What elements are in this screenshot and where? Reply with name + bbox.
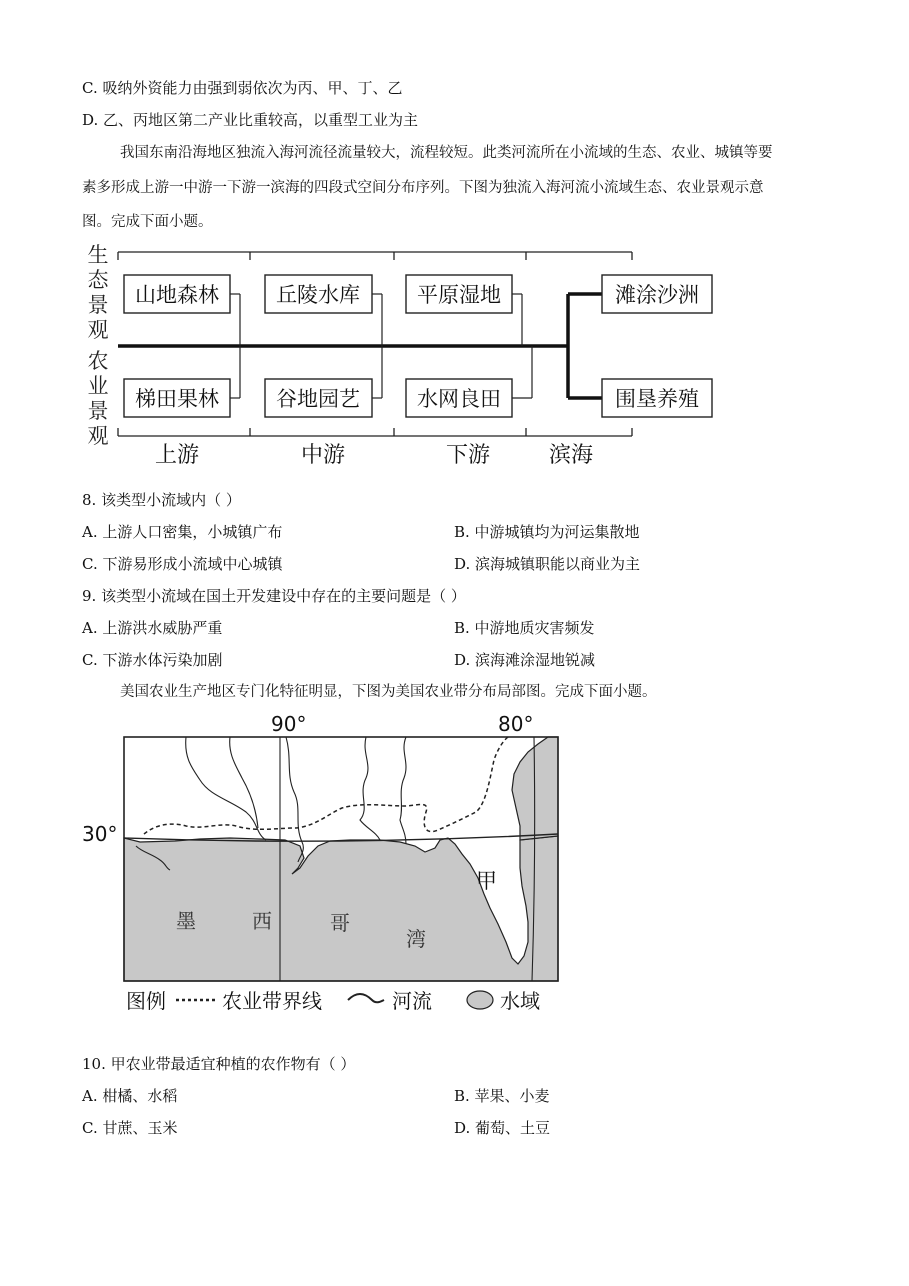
option-c: C. 吸纳外资能力由强到弱依次为丙、甲、丁、乙 xyxy=(82,79,403,97)
question-10-option-c: C. 甘蔗、玉米 xyxy=(82,1119,178,1137)
legend-water-label: 水域 xyxy=(500,989,540,1013)
question-9-option-a: A. 上游洪水威胁严重 xyxy=(82,619,223,637)
passage-1-line-3: 图。完成下面小题。 xyxy=(82,214,213,230)
segment-midstream: 中游 xyxy=(300,443,346,468)
question-9-stem: 9. 该类型小流域在国土开发建设中存在的主要问题是（ ） xyxy=(82,587,466,605)
gulf-label-char: 墨 xyxy=(176,909,196,933)
question-9-option-c: C. 下游水体污染加剧 xyxy=(82,651,223,669)
box-tidal-flat: 滩涂沙洲 xyxy=(615,283,699,307)
eco-label-char: 景 xyxy=(87,293,109,317)
eco-label-char: 观 xyxy=(87,318,109,342)
latitude-30-label: 30° xyxy=(82,822,118,846)
box-water-farmland: 水网良田 xyxy=(417,387,501,411)
box-reclamation-aquaculture: 围垦养殖 xyxy=(615,387,699,411)
question-10-stem: 10. 甲农业带最适宜种植的农作物有（ ） xyxy=(82,1055,356,1073)
agri-label-char: 业 xyxy=(87,374,109,398)
legend-boundary-label: 农业带界线 xyxy=(222,989,322,1013)
question-9-option-d: D. 滨海滩涂湿地锐减 xyxy=(454,651,596,669)
region-jia-label: 甲 xyxy=(476,869,497,893)
passage-1-line-2: 素多形成上游一中游一下游一滨海的四段式空间分布序列。下图为独流入海河流小流域生态、农业景观示意 xyxy=(82,180,764,196)
legend-title: 图例 xyxy=(126,989,166,1013)
gulf-label-char: 西 xyxy=(252,909,272,933)
box-mountain-forest: 山地森林 xyxy=(135,283,219,307)
passage-2: 美国农业生产地区专门化特征明显，下图为美国农业带分布局部图。完成下面小题。 xyxy=(120,684,657,700)
landscape-diagram xyxy=(80,240,730,470)
longitude-90-label: 90° xyxy=(271,712,307,736)
question-8-option-a: A. 上游人口密集，小城镇广布 xyxy=(82,523,283,541)
question-9-option-b: B. 中游地质灾害频发 xyxy=(454,619,595,637)
legend-river-label: 河流 xyxy=(392,989,432,1013)
question-8-option-b: B. 中游城镇均为河运集散地 xyxy=(454,523,640,541)
legend-water-symbol xyxy=(467,991,493,1009)
longitude-80-label: 80° xyxy=(498,712,534,736)
agri-label-char: 景 xyxy=(87,399,109,423)
question-8-option-c: C. 下游易形成小流域中心城镇 xyxy=(82,555,283,573)
legend-river-symbol xyxy=(348,994,384,1002)
question-10-option-a: A. 柑橘、水稻 xyxy=(82,1087,178,1105)
segment-downstream: 下游 xyxy=(445,443,491,468)
question-8-stem: 8. 该类型小流域内（ ） xyxy=(82,491,241,509)
eco-label-char: 生 xyxy=(87,243,109,267)
box-terrace-orchard: 梯田果林 xyxy=(135,387,219,411)
box-hill-reservoir: 丘陵水库 xyxy=(276,283,360,307)
passage-1-line-1: 我国东南沿海地区独流入海河流径流量较大，流程较短。此类河流所在小流域的生态、农业、城镇等要 xyxy=(120,145,773,161)
question-10-option-d: D. 葡萄、土豆 xyxy=(454,1119,551,1137)
gulf-label-char: 湾 xyxy=(406,927,426,951)
gulf-label-char: 哥 xyxy=(330,911,350,935)
segment-coastal: 滨海 xyxy=(548,443,594,468)
eco-label-char: 态 xyxy=(87,268,109,292)
question-8-option-d: D. 滨海城镇职能以商业为主 xyxy=(454,555,641,573)
agri-label-char: 农 xyxy=(87,349,109,373)
agri-label-char: 观 xyxy=(87,424,109,448)
box-valley-horticulture: 谷地园艺 xyxy=(276,387,360,411)
segment-upstream: 上游 xyxy=(154,443,200,468)
agriculture-belt-map xyxy=(80,708,580,1018)
question-10-option-b: B. 苹果、小麦 xyxy=(454,1087,550,1105)
option-d: D. 乙、丙地区第二产业比重较高，以重型工业为主 xyxy=(82,111,419,129)
box-plain-wetland: 平原湿地 xyxy=(417,283,501,307)
